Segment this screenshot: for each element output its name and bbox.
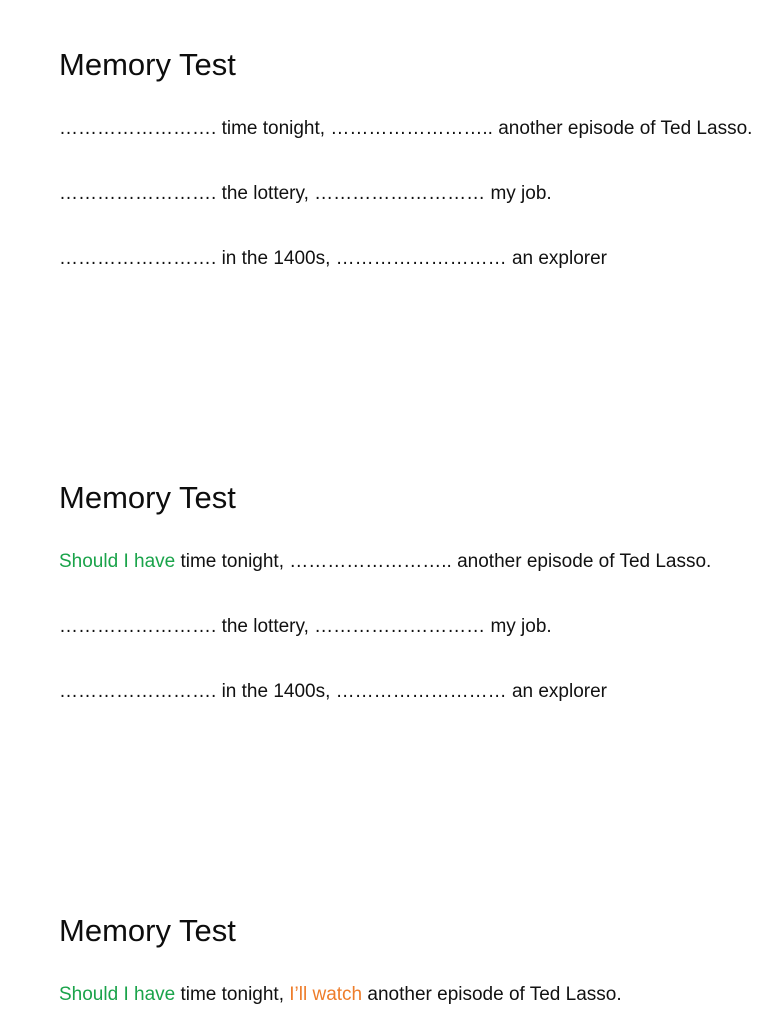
- sentence-text-1: the lottery,: [221, 616, 315, 637]
- sentence-text-2: my job.: [490, 183, 552, 204]
- sentence-text-2: my job.: [490, 616, 552, 637]
- answer-ill-watch: I’ll watch: [289, 984, 363, 1005]
- sentence-text-1: time tonight,: [221, 118, 331, 139]
- sentence-text-2: another episode of Ted Lasso.: [362, 984, 622, 1005]
- slide-title: Memory Test: [59, 913, 236, 948]
- sentence-1: [59, 116, 752, 142]
- sentence-text-2: an explorer: [511, 681, 607, 702]
- sentence-text-1: the lottery,: [221, 183, 315, 204]
- sentence-text-1: time tonight,: [175, 551, 290, 572]
- sentence-3: [59, 246, 607, 272]
- answer-should-i-have: Should I have: [59, 551, 176, 572]
- blank-2: ………………………: [314, 183, 491, 204]
- blank-2: ……………………..: [330, 118, 499, 139]
- blank-1: …………………….: [59, 118, 222, 139]
- sentence-1: [59, 982, 622, 1008]
- blank-2: ………………………: [314, 616, 491, 637]
- sentence-text-2: another episode of Ted Lasso.: [498, 118, 753, 139]
- blank-2: ………………………: [335, 248, 512, 269]
- sentence-text-1: in the 1400s,: [221, 681, 336, 702]
- blank-1: …………………….: [59, 248, 222, 269]
- blank-1: …………………….: [59, 681, 222, 702]
- answer-should-i-have: Should I have: [59, 984, 176, 1005]
- sentence-1: [59, 549, 711, 575]
- blank-2: ………………………: [335, 681, 512, 702]
- blank-1: …………………….: [59, 616, 222, 637]
- blank-2: ……………………..: [289, 551, 458, 572]
- sentence-text-2: another episode of Ted Lasso.: [457, 551, 712, 572]
- sentence-2: [59, 181, 552, 207]
- slide-title: Memory Test: [59, 480, 236, 515]
- sentence-3: [59, 679, 607, 705]
- slide-title: Memory Test: [59, 47, 236, 82]
- sentence-text-1: in the 1400s,: [221, 248, 336, 269]
- sentence-text-2: an explorer: [511, 248, 607, 269]
- sentence-2: [59, 614, 552, 640]
- sentence-text-1: time tonight,: [175, 984, 290, 1005]
- blank-1: …………………….: [59, 183, 222, 204]
